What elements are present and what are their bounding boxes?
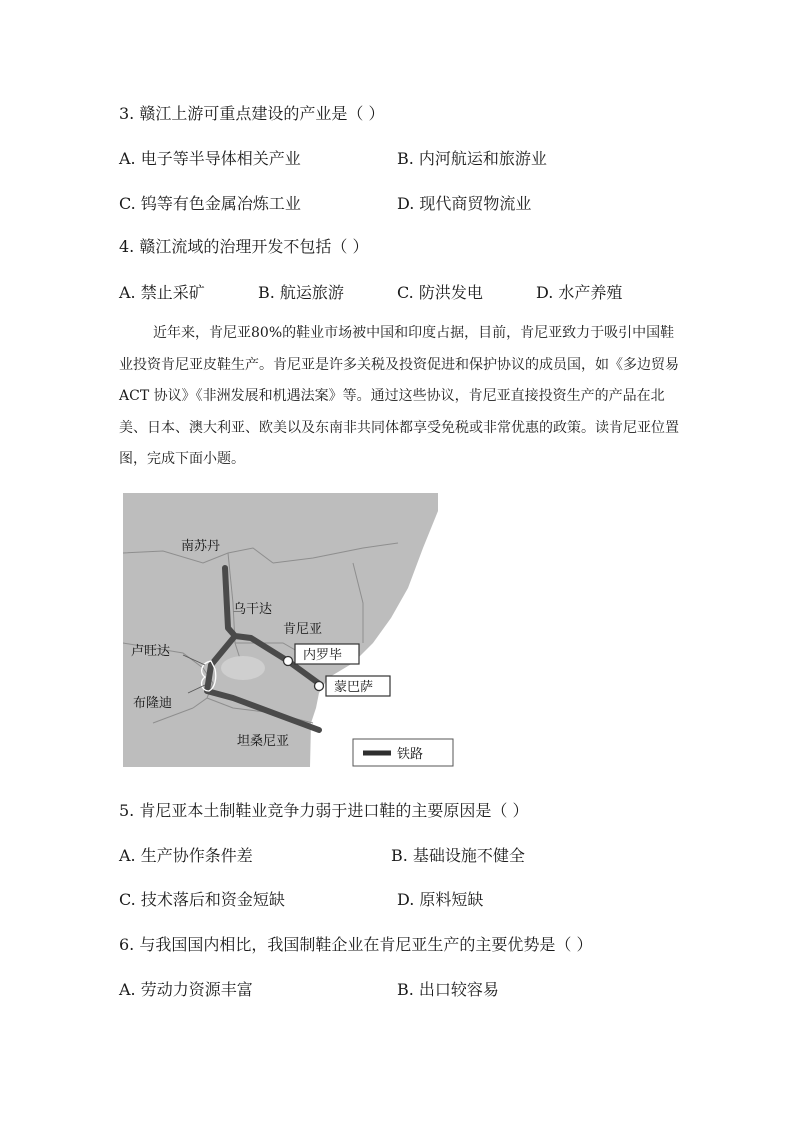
question-5-option-d: D. 原料短缺	[397, 890, 484, 909]
question-6-stem: 6. 与我国国内相比，我国制鞋企业在肯尼亚生产的主要优势是（ ）	[119, 935, 593, 954]
kenya-location-map	[123, 493, 459, 767]
nairobi-marker	[284, 657, 293, 666]
question-4-option-c: C. 防洪发电	[397, 283, 483, 302]
question-4-stem: 4. 赣江流域的治理开发不包括（ ）	[119, 237, 369, 256]
label-mombasa: 蒙巴萨	[334, 680, 374, 695]
question-5-option-a: A. 生产协作条件差	[119, 846, 253, 865]
question-3-option-b: B. 内河航运和旅游业	[397, 149, 547, 168]
question-5-option-b: B. 基础设施不健全	[391, 846, 525, 865]
mombasa-marker	[315, 682, 324, 691]
question-6-option-a: A. 劳动力资源丰富	[119, 980, 253, 999]
question-3-option-c: C. 钨等有色金属冶炼工业	[119, 194, 301, 213]
label-nairobi: 内罗毕	[303, 648, 343, 663]
question-3-stem: 3. 赣江上游可重点建设的产业是（ ）	[119, 104, 385, 123]
label-kenya: 肯尼亚	[283, 622, 323, 637]
legend-label: 铁路	[397, 747, 424, 762]
question-6-option-b: B. 出口较容易	[397, 980, 499, 999]
label-rwanda: 卢旺达	[131, 644, 171, 659]
question-4-option-b: B. 航运旅游	[258, 283, 344, 302]
question-4-option-d: D. 水产养殖	[536, 283, 623, 302]
question-4-option-a: A. 禁止采矿	[119, 283, 205, 302]
reading-passage-text: 近年来，肯尼亚80%的鞋业市场被中国和印度占据，目前，肯尼亚致力于吸引中国鞋业投资肯尼亚皮鞋生产。肯尼亚是许多关税及投资促进和保护协议的成员国，如《多边贸易 ACT 协议》《非洲发展和机遇法案》等。通过这些协议，肯尼亚直接投资生产的产品在北美、日本、澳大利亚、欧美以及东南非共同体都享受免税或非常优惠的政策。读肯尼亚位置图，完成下面小题。	[119, 325, 679, 467]
question-5-option-c: C. 技术落后和资金短缺	[119, 890, 285, 909]
label-south-sudan: 南苏丹	[181, 539, 221, 554]
question-3-option-d: D. 现代商贸物流业	[397, 194, 532, 213]
question-5-stem: 5. 肯尼亚本土制鞋业竞争力弱于进口鞋的主要原因是（ ）	[119, 801, 529, 820]
reading-passage	[119, 318, 679, 476]
label-uganda: 乌干达	[233, 602, 273, 617]
label-burundi: 布隆迪	[133, 696, 173, 711]
question-3-option-a: A. 电子等半导体相关产业	[119, 149, 301, 168]
label-tanzania: 坦桑尼亚	[237, 734, 290, 749]
